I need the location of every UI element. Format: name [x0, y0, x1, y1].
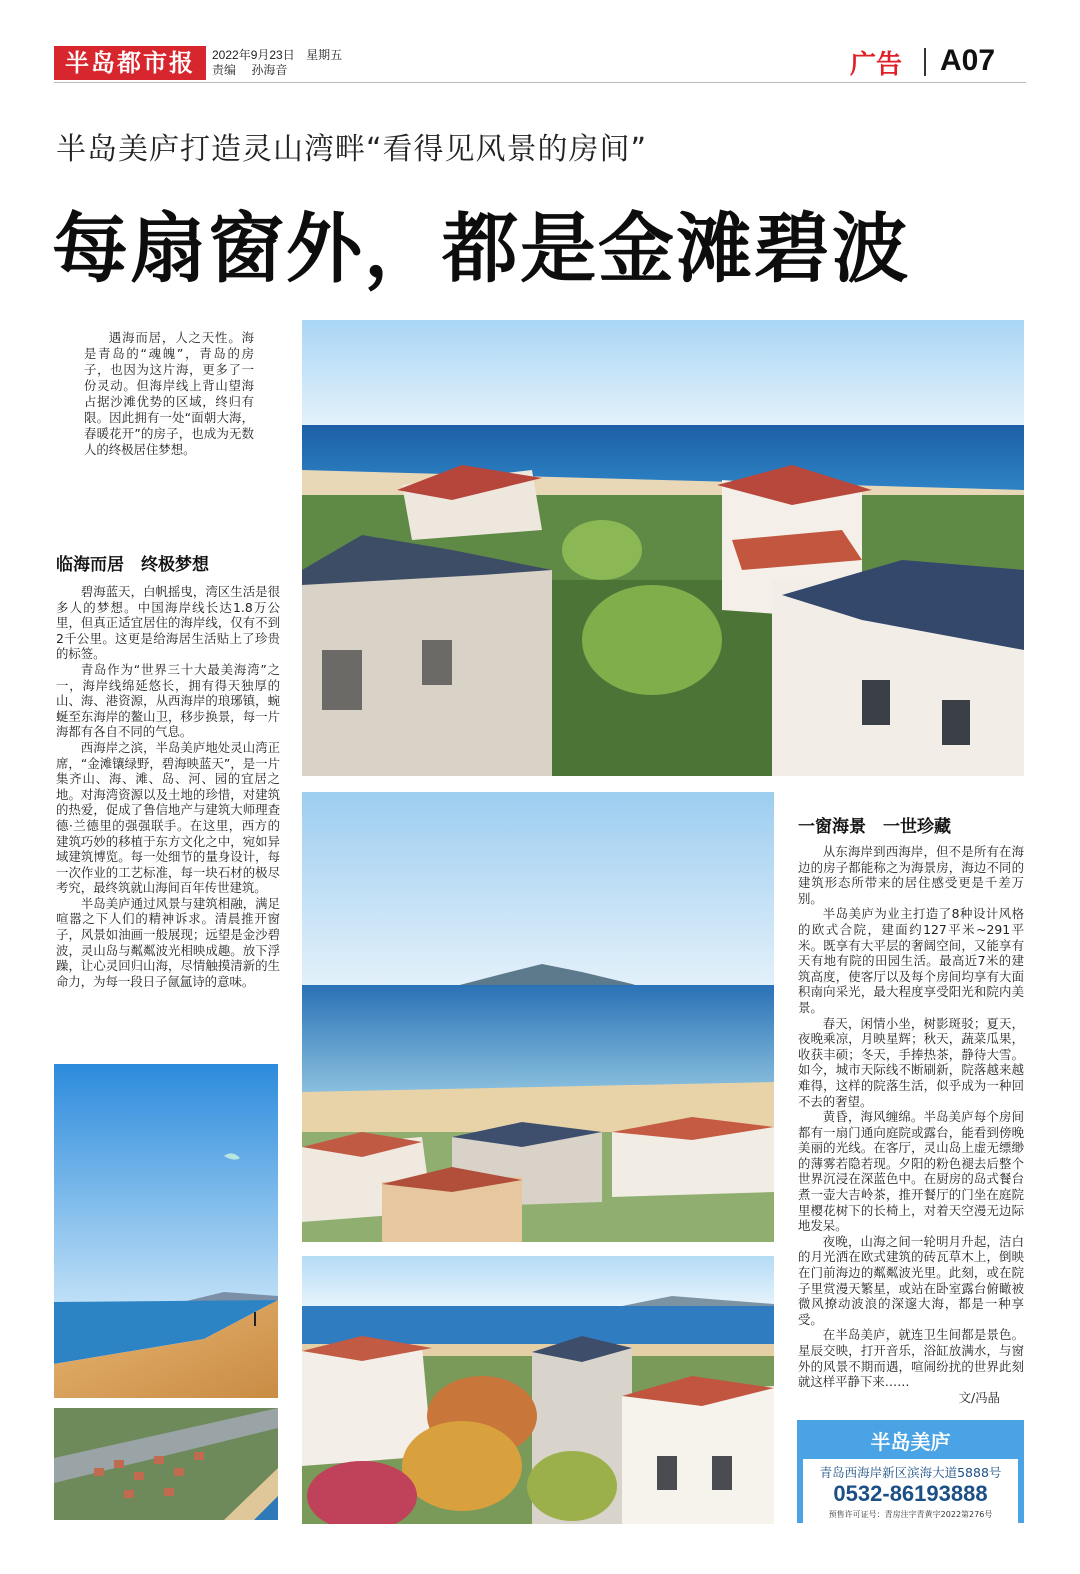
photo-beach-island	[302, 792, 774, 1242]
section2-title: 一窗海景 一世珍藏	[798, 817, 951, 837]
page-number: A07	[940, 44, 996, 77]
section1-paragraph: 青岛作为“世界三十大最美海湾”之一，海岸线绵延悠长，拥有得天独厚的山、海、港资源，从西海岸的琅琊镇，蜿蜒至东海岸的鳌山卫，移步换景，每一片海都有各自不同的气息。	[56, 661, 280, 740]
section1-title: 临海而居 终极梦想	[56, 555, 209, 575]
issue-date: 2022年9月23日	[212, 48, 295, 62]
section1-paragraph: 半岛美庐通过风景与建筑相融，满足喧嚣之下人们的精神诉求。清晨推开窗子，风景如油画一般展现；远望是金沙碧波，灵山岛与粼粼波光相映成趣。放下浮躁，让心灵回归山海，尽情触摸清新的生命力，为每一段日子氤氲诗的意味。	[56, 895, 280, 989]
section2-paragraph: 半岛美庐为业主打造了8种设计风格的欧式合院，建面约127平米~291平米。既享有大平层的奢阔空间，又能享有天有地有院的田园生活。最高近7米的建筑高度，使客厅以及每个房间均享有大面积南向采光，最大程度享受阳光和院内美景。	[798, 906, 1024, 1015]
section1-paragraph: 西海岸之滨，半岛美庐地处灵山湾正席，“金滩镶绿野，碧海映蓝天”，是一片集齐山、海、滩、岛、河、园的宜居之地。对海湾资源以及土地的珍惜，对建筑的热爱，促成了鲁信地产与建筑大师理查德·兰德里的强强联手。在这里，西方的建筑巧妙的移植于东方文化之中，宛如异域建筑博览。每一处细节的量身设计，每一次作业的工艺标准，每一块石材的极尽考究，最终筑就山海间百年传世建筑。	[56, 739, 280, 896]
section2-paragraph: 春天，闲情小坐，树影斑驳；夏天，夜晚乘凉，月映星辉；秋天，蔬菜瓜果，收获丰硕；冬天，手捧热茶，静待大雪。如今，城市天际线不断刷新，院落越来越难得，这样的院落生活，似乎成为一种回不去的奢望。	[798, 1015, 1024, 1109]
section2-paragraph: 从东海岸到西海岸，但不是所有在海边的房子都能称之为海景房，海边不同的建筑形态所带来的居住感受更是千差万别。	[798, 844, 1024, 906]
presale-license: 预售许可证号：青房注字青黄字2022第276号	[828, 1510, 993, 1519]
editor-line	[212, 63, 287, 78]
photo-kite-beach	[54, 1064, 278, 1398]
section1-body	[56, 584, 280, 989]
issue-date-line	[212, 48, 342, 63]
contact-box	[797, 1420, 1024, 1523]
article-subtitle: 半岛美庐打造灵山湾畔“看得见风景的房间”	[56, 132, 648, 167]
header-separator	[924, 48, 926, 76]
header-rule	[54, 82, 1026, 83]
contact-details	[803, 1459, 1018, 1524]
section1-paragraph: 碧海蓝天，白帆摇曳，湾区生活是很多人的梦想。中国海岸线长达1.8万公里，但真正适宜居住的海岸线，仅有不到2千公里。这更是给海居生活贴上了珍贵的标签。	[56, 584, 280, 662]
section2-paragraph: 在半岛美庐，就连卫生间都是景色。星辰交映，打开音乐，浴缸放满水，与窗外的风景不期而遇，喧闹纷扰的世界此刻就这样平静下来……	[798, 1327, 1024, 1390]
issue-weekday: 星期五	[306, 48, 343, 62]
section2-paragraph: 黄昏，海风缠绵。半岛美庐每个房间都有一扇门通向庭院或露台，能看到傍晚美丽的光线。在客厅，灵山岛上虚无缥缈的薄雾若隐若现。夕阳的粉色褪去后整个世界沉浸在深蓝色中。在厨房的岛式餐台煮一壶大吉岭茶，推开餐厅的门坐在庭院里樱花树下的长椅上，对着天空漫无边际地发呆。	[798, 1109, 1024, 1234]
masthead-logo: 半岛都市报	[54, 46, 206, 80]
photo-coastal-villas	[302, 320, 1024, 776]
section-label: 广告	[850, 50, 903, 80]
section2-paragraph: 夜晚，山海之间一轮明月升起，洁白的月光洒在欧式建筑的砖瓦草木上，倒映在门前海边的粼粼波光里。此刻，或在院子里赏漫天繁星，或站在卧室露台俯瞰被微风撩动波浪的深邃大海，都是一种享受。	[798, 1233, 1024, 1327]
project-address: 青岛西海岸新区滨海大道5888号	[819, 1465, 1002, 1480]
byline: 文/冯晶	[958, 1389, 1000, 1405]
editor-name: 孙海音	[251, 63, 288, 77]
phone-number: 0532-86193888	[833, 1481, 988, 1506]
article-headline: 每扇窗外，都是金滩碧波	[52, 204, 910, 293]
project-name: 半岛美庐	[870, 1430, 951, 1454]
intro-paragraph: 遇海而居，人之天性。海是青岛的“魂魄”，青岛的房子，也因为这片海，更多了一份灵动。但海岸线上背山望海占据沙滩优势的区域，终归有限。因此拥有一处“面朝大海，春暖花开”的房子，也成为无数人的终极居住梦想。	[84, 330, 254, 457]
section2-body	[798, 844, 1024, 1405]
photo-aerial-community	[54, 1408, 278, 1520]
editor-label: 责编	[212, 63, 237, 77]
photo-villas-autumn	[302, 1256, 774, 1524]
